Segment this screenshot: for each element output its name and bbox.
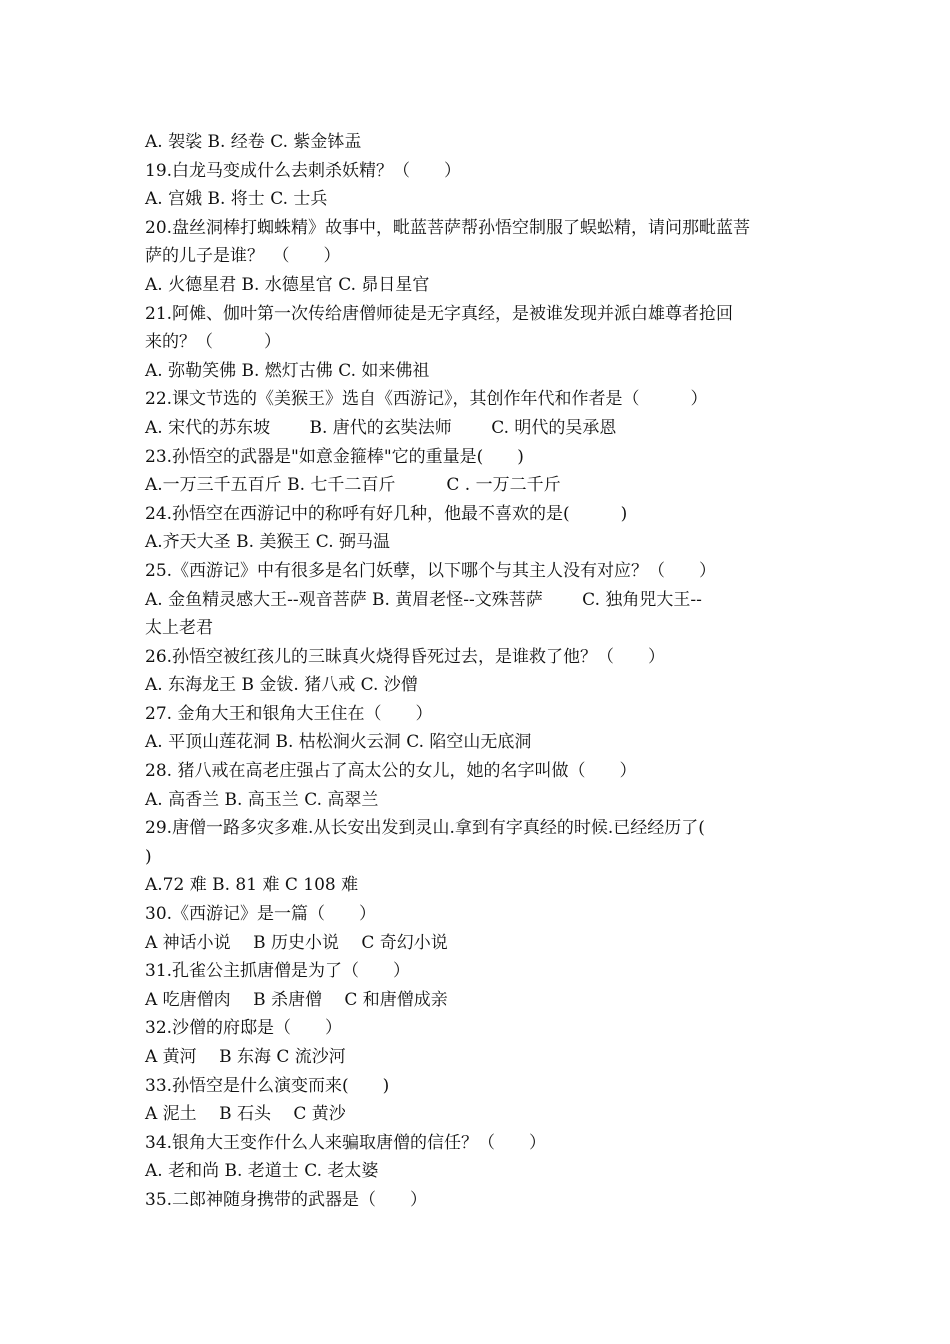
question-list [145, 128, 815, 1215]
text-line: A 吃唐僧肉 B 杀唐僧 C 和唐僧成亲 [145, 989, 448, 1010]
question-line: 23.孙悟空的武器是"如意金箍棒"它的重量是( ) [145, 446, 524, 467]
text-line: ) [145, 846, 152, 867]
text-line: A 黄河 B 东海 C 流沙河 [145, 1047, 346, 1067]
text-line: A.一万三千五百斤 B. 七千二百斤 C . 一万二千斤 [145, 475, 561, 496]
text-line: A. 宫娥 B. 将士 C. 士兵 [145, 189, 328, 210]
question-line: 20.盘丝洞棒打蜘蛛精》故事中，毗蓝菩萨帮孙悟空制服了蜈蚣精，请问那毗蓝菩 [145, 217, 751, 238]
question-line: 26.孙悟空被红孩儿的三昧真火烧得昏死过去，是谁救了他？（ ） [145, 646, 666, 667]
text-line: A. 宋代的苏东坡 B. 唐代的玄奘法师 C. 明代的吴承恩 [145, 417, 617, 438]
question-line: 28. 猪八戒在高老庄强占了高太公的女儿，她的名字叫做（ ） [145, 761, 637, 782]
question-line: 29.唐僧一路多灾多难.从长安出发到灵山.拿到有字真经的时候.已经经历了( [145, 818, 705, 839]
text-line: 萨的儿子是谁？ （ ） [145, 246, 341, 267]
question-line: 35.二郎神随身携带的武器是（ ） [145, 1189, 428, 1210]
question-line: 19.白龙马变成什么去刺杀妖精？（ ） [145, 160, 462, 181]
text-line: A. 平顶山莲花洞 B. 枯松涧火云洞 C. 陷空山无底洞 [145, 732, 532, 753]
text-line: A.72 难 B. 81 难 C 108 难 [145, 875, 359, 896]
text-line: A. 袈裟 B. 经卷 C. 紫金钵盂 [145, 132, 362, 152]
text-line: 来的？（ ） [145, 332, 281, 353]
text-line: A. 弥勒笑佛 B. 燃灯古佛 C. 如来佛祖 [145, 360, 430, 381]
text-line: A 泥土 B 石头 C 黄沙 [145, 1104, 346, 1125]
text-line: A. 火德星君 B. 水德星官 C. 昴日星官 [145, 274, 430, 295]
question-line: 24.孙悟空在西游记中的称呼有好几种，他最不喜欢的是( ) [145, 503, 628, 524]
question-line: 22.课文节选的《美猴王》选自《西游记》，其创作年代和作者是（ ） [145, 389, 708, 410]
text-line: A. 金鱼精灵感大王--观音菩萨 B. 黄眉老怪--文殊菩萨 C. 独角兕大王-- [145, 589, 702, 610]
text-line: 太上老君 [145, 618, 213, 639]
question-line: 33.孙悟空是什么演变而来( ) [145, 1075, 390, 1096]
question-line: 27. 金角大王和银角大王住在（ ） [145, 703, 433, 724]
text-line: A 神话小说 B 历史小说 C 奇幻小说 [145, 932, 448, 953]
text-line: A. 高香兰 B. 高玉兰 C. 高翠兰 [145, 789, 379, 810]
question-line: 21.阿傩、伽叶第一次传给唐僧师徒是无字真经，是被谁发现并派白雄尊者抢回 [145, 303, 734, 324]
text-line: A.齐天大圣 B. 美猴王 C. 弼马温 [145, 532, 390, 553]
question-line: 25.《西游记》中有很多是名门妖孽，以下哪个与其主人没有对应？（ ） [145, 560, 717, 581]
question-line: 34.银角大王变作什么人来骗取唐僧的信任？（ ） [145, 1132, 547, 1153]
text-line: A. 东海龙王 B 金钹. 猪八戒 C. 沙僧 [145, 675, 418, 696]
question-line: 32.沙僧的府邸是（ ） [145, 1018, 343, 1039]
question-line: 31.孔雀公主抓唐僧是为了（ ） [145, 961, 411, 982]
text-line: A. 老和尚 B. 老道士 C. 老太婆 [145, 1161, 379, 1182]
question-line: 30.《西游记》是一篇（ ） [145, 904, 377, 925]
